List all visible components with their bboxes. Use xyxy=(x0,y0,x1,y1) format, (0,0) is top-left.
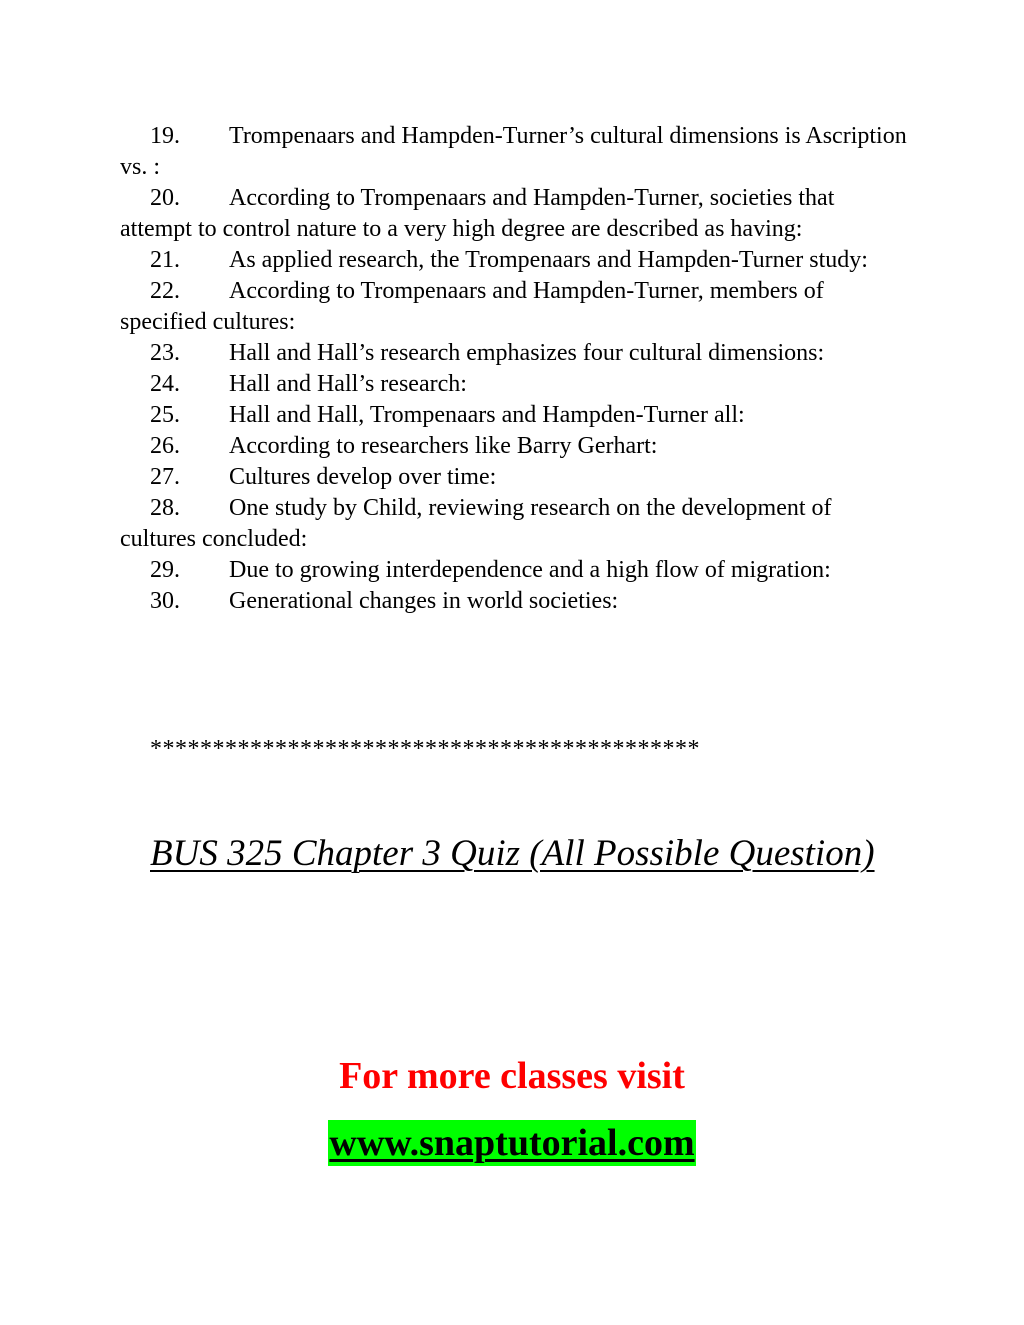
question-text: According to Trompenaars and Hampden-Turner, members of specified cultures: xyxy=(120,278,824,335)
question-item xyxy=(120,338,910,369)
question-text: Hall and Hall, Trompenaars and Hampden-Turner all: xyxy=(229,402,745,428)
question-item xyxy=(120,400,910,431)
question-item xyxy=(120,245,910,276)
promo-link-wrapper xyxy=(0,1120,1024,1166)
promo-heading: For more classes visit xyxy=(339,1055,685,1097)
website-link[interactable]: www.snaptutorial.com xyxy=(329,1122,695,1164)
question-text: Generational changes in world societies: xyxy=(229,588,619,614)
question-number: 24. xyxy=(150,371,180,397)
question-number: 29. xyxy=(150,557,180,583)
question-item xyxy=(120,121,910,183)
question-text: As applied research, the Trompenaars and Hampden-Turner study: xyxy=(229,247,868,273)
asterisk-divider: ******************************************** xyxy=(150,736,700,762)
question-number: 22. xyxy=(150,278,180,304)
question-item xyxy=(120,493,910,555)
question-number: 30. xyxy=(150,588,180,614)
question-text: Hall and Hall’s research emphasizes four cultural dimensions: xyxy=(229,340,825,366)
question-item xyxy=(120,369,910,400)
question-text: Trompenaars and Hampden-Turner’s cultural dimensions is Ascription vs. : xyxy=(120,123,907,180)
question-number: 19. xyxy=(150,123,180,149)
question-list xyxy=(120,121,910,617)
question-text: According to researchers like Barry Gerhart: xyxy=(229,433,658,459)
question-number: 28. xyxy=(150,495,180,521)
question-text: According to Trompenaars and Hampden-Turner, societies that attempt to control nature to a very high degree are described as having: xyxy=(120,185,835,242)
question-text: One study by Child, reviewing research on the development of cultures concluded: xyxy=(120,495,832,552)
question-item xyxy=(120,586,910,617)
question-text: Cultures develop over time: xyxy=(229,464,497,490)
question-number: 26. xyxy=(150,433,180,459)
question-text: Due to growing interdependence and a high flow of migration: xyxy=(229,557,831,583)
question-item xyxy=(120,462,910,493)
question-item xyxy=(120,276,910,338)
question-text: Hall and Hall’s research: xyxy=(229,371,467,397)
quiz-title: BUS 325 Chapter 3 Quiz (All Possible Question) xyxy=(150,833,875,874)
question-number: 23. xyxy=(150,340,180,366)
question-item xyxy=(120,555,910,586)
question-item xyxy=(120,431,910,462)
question-item xyxy=(120,183,910,245)
question-number: 27. xyxy=(150,464,180,490)
question-number: 20. xyxy=(150,185,180,211)
question-number: 25. xyxy=(150,402,180,428)
question-number: 21. xyxy=(150,247,180,273)
